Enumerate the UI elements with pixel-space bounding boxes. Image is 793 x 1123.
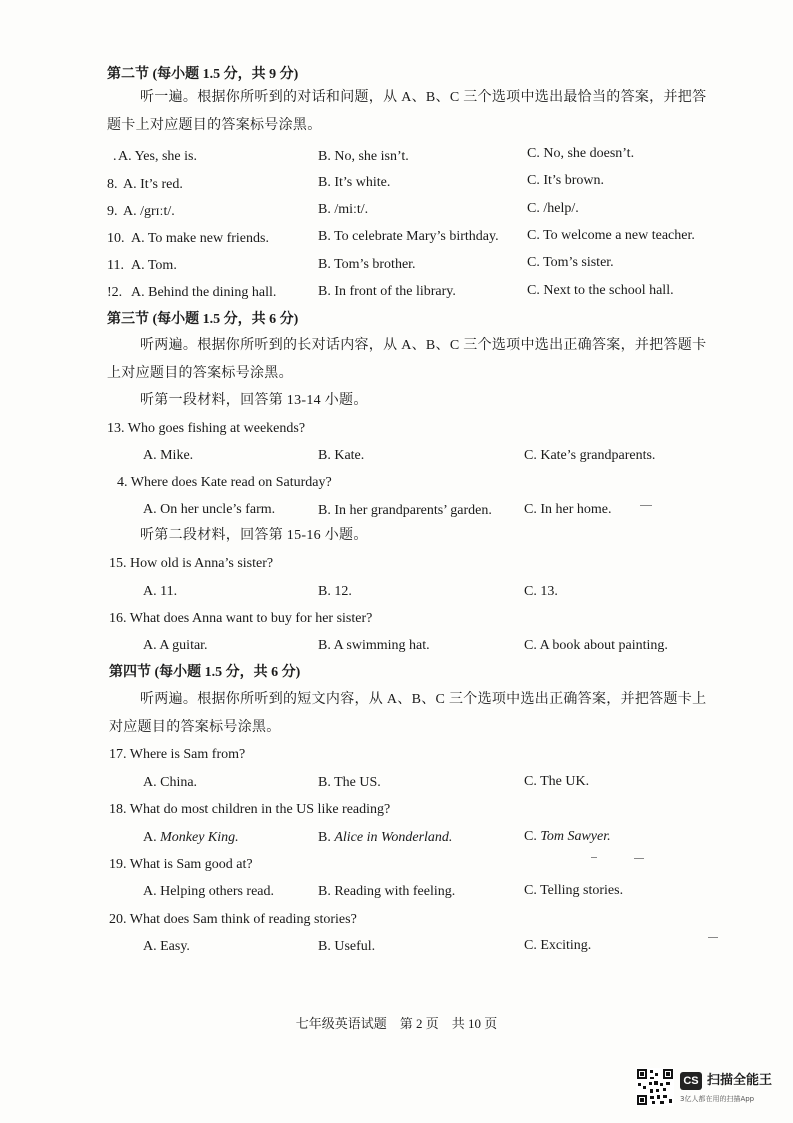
q12-number: !2. [107,285,123,300]
q11-number: 11. [107,258,124,273]
q8-number: 8. [107,177,118,192]
q20-stem: 20. What does Sam think of reading stories? [109,912,357,927]
section-2-heading: 第二节 (每小题 1.5 分，共 9 分) [107,67,299,82]
section-4-instruction-line-1: 听两遍。根据你所听到的短文内容，从 A、B、C 三个选项中选出正确答案，并把答题卡上 [140,692,707,707]
q18-option-c-text: Tom Sawyer. [540,829,611,844]
section-3-material-2: 听第二段材料，回答第 15-16 小题。 [140,528,368,543]
q15-option-a: A. 11. [143,584,178,599]
q13-option-b: B. Kate. [318,448,365,463]
q11-option-c: C. Tom’s sister. [527,255,614,270]
q9-number: 9. [107,204,118,219]
q18-option-c [524,828,611,846]
q15-stem: 15. How old is Anna’s sister? [109,556,274,571]
q8-option-b: B. It’s white. [318,175,391,190]
q17-option-b: B. The US. [318,775,381,790]
q16-option-a: A. A guitar. [143,638,208,653]
q20-option-c: C. Exciting. [524,938,592,953]
q19-option-c: C. Telling stories. [524,883,624,898]
q15-option-c: C. 13. [524,584,558,599]
q13-stem: 13. Who goes fishing at weekends? [107,421,306,436]
q18-option-b [318,829,452,847]
q12-option-a: A. Behind the dining hall. [131,285,277,300]
section-2-instruction-line-1: 听一遍。根据你所听到的对话和问题，从 A、B、C 三个选项中选出最恰当的答案，并把答 [140,90,707,105]
q8-option-a: A. It’s red. [123,177,183,192]
q17-stem: 17. Where is Sam from? [109,747,246,762]
q13-option-a: A. Mike. [143,448,194,463]
section-3-instruction-line-2: 上对应题目的答案标号涂黑。 [107,366,293,381]
pen-mark [591,857,597,858]
q14-option-c: C. In her home. [524,502,612,517]
section-3-heading: 第三节 (每小题 1.5 分，共 6 分) [107,312,299,327]
q18-option-a-letter: A. [143,830,161,845]
q10-number: 10. [107,231,125,246]
q18-option-b-letter: B. [318,830,335,845]
q16-option-b: B. A swimming hat. [318,638,430,653]
q8-option-c: C. It’s brown. [527,173,604,188]
q16-stem: 16. What does Anna want to buy for her sister? [109,611,373,626]
q17-option-c: C. The UK. [524,774,590,789]
pen-mark [640,505,652,506]
q18-option-b-text: Alice in Wonderland. [334,830,453,845]
q13-option-c: C. Kate’s grandparents. [524,448,656,463]
q7-option-c: C. No, she doesn’t. [527,146,635,161]
q7-option-b: B. No, she isn’t. [318,149,409,164]
q11-option-b: B. Tom’s brother. [318,257,416,272]
pen-mark [708,937,718,938]
section-4-instruction-line-2: 对应题目的答案标号涂黑。 [109,720,281,735]
q18-stem: 18. What do most children in the US like reading? [109,802,391,817]
section-4-heading: 第四节 (每小题 1.5 分，共 6 分) [109,665,301,680]
q20-option-b: B. Useful. [318,939,376,954]
q7-number: . [113,149,117,164]
q9-option-b: B. /miːt/. [318,202,369,217]
scanner-app-name: 扫描全能王 [707,1073,773,1088]
q17-option-a: A. China. [143,775,198,790]
q19-option-b: B. Reading with feeling. [318,884,456,899]
q18-option-c-letter: C. [524,829,541,844]
scanner-tagline: 3亿人都在用的扫描App [680,1095,755,1103]
q15-option-b: B. 12. [318,584,352,599]
q10-option-b: B. To celebrate Mary’s birthday. [318,229,499,244]
q16-option-c: C. A book about painting. [524,638,668,653]
q14-option-a: A. On her uncle’s farm. [143,502,276,517]
section-3-instruction-line-1: 听两遍。根据你所听到的长对话内容，从 A、B、C 三个选项中选出正确答案，并把答题卡 [140,338,707,353]
q10-option-c: C. To welcome a new teacher. [527,228,695,243]
q19-option-a: A. Helping others read. [143,884,275,899]
q12-option-b: B. In front of the library. [318,284,456,299]
q14-option-b: B. In her grandparents’ garden. [318,503,492,518]
scanner-logo-icon: CS [680,1072,702,1090]
q10-option-a: A. To make new friends. [131,231,269,246]
page-footer: 七年级英语试题 第 2 页 共 10 页 [295,1016,498,1031]
q11-option-a: A. Tom. [131,258,177,273]
q9-option-c: C. /help/. [527,201,579,216]
q12-option-c: C. Next to the school hall. [527,283,674,298]
section-3-material-1: 听第一段材料，回答第 13-14 小题。 [140,393,368,408]
q19-stem: 19. What is Sam good at? [109,857,253,872]
q9-option-a: A. /grɪːt/. [123,204,175,219]
q14-stem: 4. Where does Kate read on Saturday? [117,475,332,490]
q18-option-a-text: Monkey King. [160,830,239,845]
section-2-instruction-line-2: 题卡上对应题目的答案标号涂黑。 [107,118,322,133]
pen-mark [634,858,644,859]
q20-option-a: A. Easy. [143,939,190,954]
q18-option-a [143,829,239,847]
qr-code-icon [636,1068,674,1106]
q7-option-a: A. Yes, she is. [118,149,197,164]
